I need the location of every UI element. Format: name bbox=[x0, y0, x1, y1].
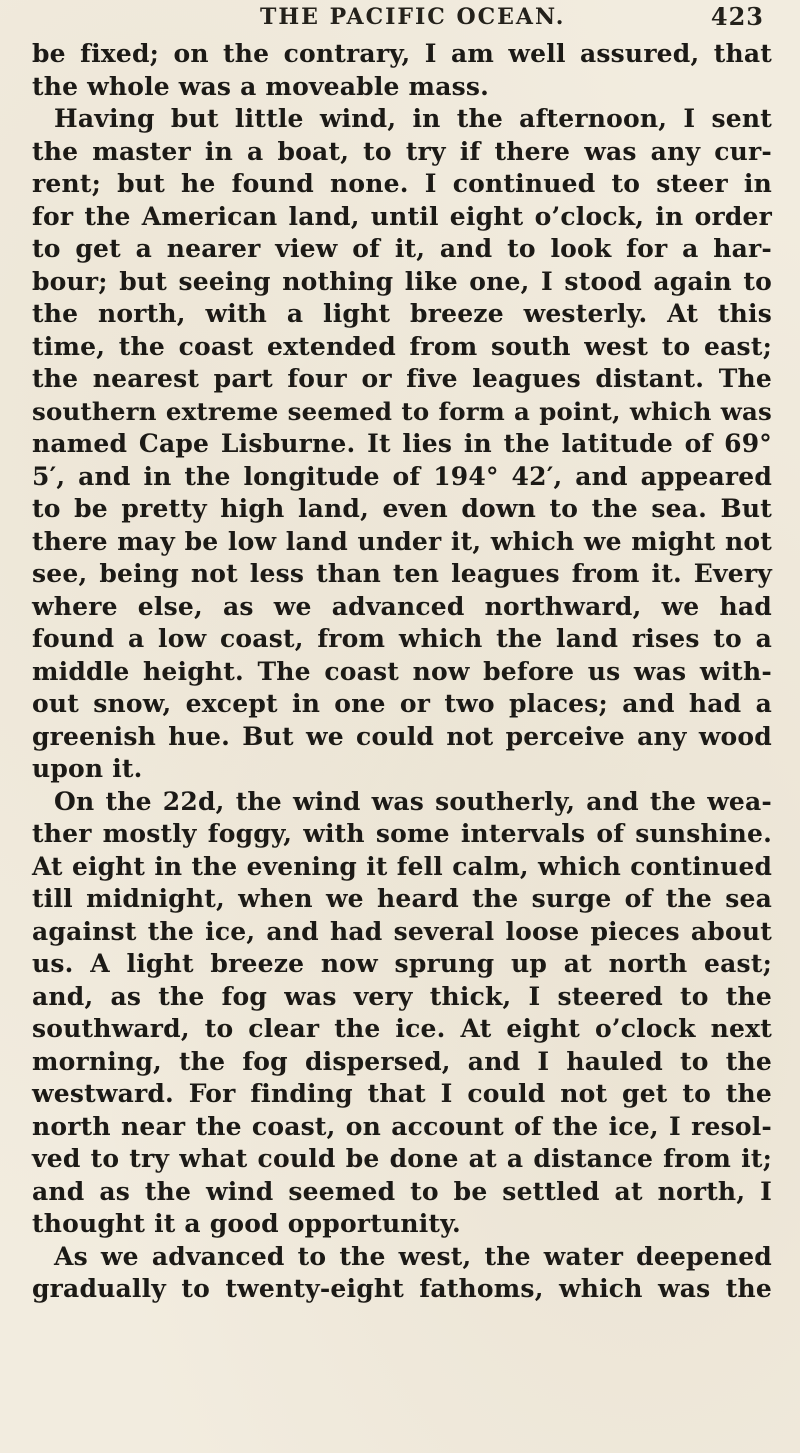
text-line: ved to try what could be done at a distance from it; bbox=[32, 1144, 772, 1173]
page-header bbox=[32, 0, 772, 38]
text-line: thought it a good opportunity. bbox=[32, 1209, 461, 1238]
text-line: out snow, except in one or two places; and had a bbox=[32, 689, 772, 718]
text-line: and as the wind seemed to be settled at north, I bbox=[32, 1176, 772, 1206]
text-line: southward, to clear the ice. At eight o’clock next bbox=[32, 1014, 772, 1043]
text-line: against the ice, and had several loose pieces about bbox=[32, 916, 772, 946]
text-line: greenish hue. But we could not perceive any wood bbox=[32, 721, 772, 751]
text-line: the north, with a light breeze westerly. At this bbox=[32, 299, 772, 328]
text-line: middle height. The coast now before us was with- bbox=[32, 656, 772, 686]
text-line: the whole was a moveable mass. bbox=[32, 71, 490, 101]
text-line: ther mostly foggy, with some intervals of sunshine. bbox=[32, 819, 772, 848]
text-line: As we advanced to the west, the water deepened bbox=[54, 1241, 772, 1271]
text-line: upon it. bbox=[32, 754, 143, 783]
text-line: for the American land, until eight o’clock, in order bbox=[32, 201, 772, 231]
text-line: the nearest part four or five leagues distant. The bbox=[32, 364, 772, 393]
text-line: found a low coast, from which the land rises to a bbox=[32, 624, 772, 653]
text-line: and, as the fog was very thick, I steered to the bbox=[32, 981, 772, 1011]
text-line: bour; but seeing nothing like one, I stood again to bbox=[32, 266, 772, 296]
text-line: southern extreme seemed to form a point, which was bbox=[32, 396, 772, 426]
text-line: north near the coast, on account of the ice, I resol- bbox=[32, 1111, 772, 1141]
running-head: THE PACIFIC OCEAN. bbox=[260, 4, 566, 30]
text-line: gradually to twenty-eight fathoms, which was the bbox=[32, 1274, 772, 1303]
text-line: us. A light breeze now sprung up at north east; bbox=[32, 949, 772, 978]
text-line: to get a nearer view of it, and to look for a har- bbox=[32, 234, 772, 263]
text-line: rent; but he found none. I continued to steer in bbox=[32, 169, 772, 198]
text-line: the master in a boat, to try if there was any cur- bbox=[32, 136, 772, 166]
body-text bbox=[32, 38, 772, 1306]
text-line: westward. For finding that I could not get to the bbox=[32, 1079, 772, 1108]
text-line: time, the coast extended from south west to east; bbox=[32, 331, 772, 361]
text-line: where else, as we advanced northward, we had bbox=[32, 591, 772, 621]
text-line: At eight in the evening it fell calm, which continued bbox=[32, 851, 772, 881]
text-line: till midnight, when we heard the surge of the sea bbox=[32, 884, 772, 913]
text-line: to be pretty high land, even down to the sea. But bbox=[32, 494, 772, 523]
page-number: 423 bbox=[710, 2, 764, 31]
text-line: morning, the fog dispersed, and I hauled to the bbox=[32, 1046, 772, 1076]
text-line: named Cape Lisburne. It lies in the latitude of 69° bbox=[32, 429, 772, 458]
text-line: Having but little wind, in the afternoon, I sent bbox=[54, 104, 772, 133]
text-line: 5′, and in the longitude of 194° 42′, and appeared bbox=[32, 461, 772, 491]
text-line: On the 22d, the wind was southerly, and the wea- bbox=[54, 786, 772, 816]
text-line: see, being not less than ten leagues from it. Every bbox=[32, 559, 772, 588]
text-line: there may be low land under it, which we might not bbox=[32, 526, 772, 556]
text-line: be fixed; on the contrary, I am well assured, that bbox=[32, 39, 772, 68]
